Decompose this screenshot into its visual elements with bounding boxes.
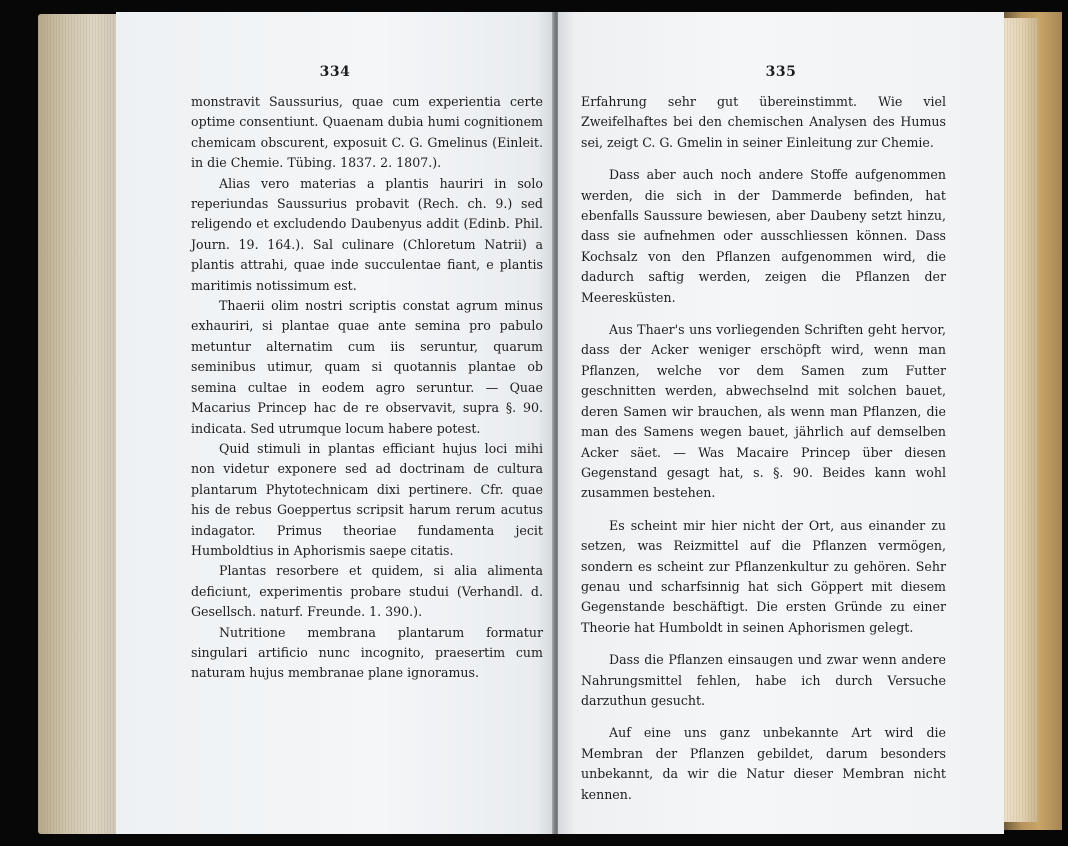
right-page-text	[581, 92, 946, 805]
paragraph: Alias vero materias a plantis hauriri in solo reperiundas Saussurius probavit (Rech. ch. 9.) sed religendo et excludendo Daubenyus addit (Edinb. Phil. Journ. 19. 164.). Sal culinare (Chloretum Natrii) a plantis attrahi, quae inde succulentae fiant, e plantis maritimis notissimum est.	[191, 175, 543, 293]
paragraph: Quid stimuli in plantas efficiant hujus loci mihi non videtur exponere sed ad doctrinam de cultura plantarum Phytotechnicam dixi pertinere. Cfr. quae his de rebus Goeppertus scripsit harum rerum acutus indagator. Primus theoriae fundamenta jecit Humboldtius in Aphorismis saepe citatis.	[191, 440, 543, 558]
left-page	[116, 12, 554, 834]
page-number: 334	[319, 64, 351, 80]
page-number: 335	[765, 64, 797, 80]
paragraph: Aus Thaer's uns vorliegenden Schriften geht hervor, dass der Acker weniger erschöpft wird, wenn man Pflanzen, welche vor dem Samen zum Futter geschnitten werden, abwechselnd mit solchen bauet, deren Samen wir brauchen, als wenn man Pflanzen, die man des Samens wegen bauet, jährlich auf demselben Acker säet. — Was Macaire Princep über diesen Gegenstand gesagt hat, s. §. 90. Beides kann wohl zusammen bestehen.	[581, 322, 946, 501]
book-page-edges-right	[998, 18, 1038, 822]
paragraph: monstravit Saussurius, quae cum experientia certe optime consentiunt. Quaenam dubia humi cognitionem chemicam obscurent, exposuit C. G. Gmelinus (Einleit. in die Chemie. Tübing. 1837. 2. 1807.).	[191, 94, 543, 171]
page-edge-lines	[38, 14, 118, 834]
paragraph: Nutritione membrana plantarum formatur singulari artificio nunc incognito, praesertim cum naturam hujus membranae plane ignoramus.	[191, 624, 543, 681]
book-page-edges-left	[38, 14, 118, 834]
paragraph: Auf eine uns ganz unbekannte Art wird die Membran der Pflanzen gebildet, darum besonders unbekannt, da wir die Natur dieser Membran nicht kennen.	[581, 725, 946, 802]
paragraph: Thaerii olim nostri scriptis constat agrum minus exhauriri, si plantae quae ante semina pro pabulo metuntur alternatim cum iis seruntur, quarum seminibus utimur, quam si quotannis plantae ob semina cultae in eodem agro seruntur. — Quae Macarius Princep hac de re observavit, supra §. 90. indicata. Sed utrumque locum habere potest.	[191, 298, 543, 436]
paragraph: Erfahrung sehr gut übereinstimmt. Wie viel Zweifelhaftes bei den chemischen Analysen des Humus sei, zeigt C. G. Gmelin in seiner Einleitung zur Chemie.	[581, 94, 946, 150]
paragraph: Dass aber auch noch andere Stoffe aufgenommen werden, die sich in der Dammerde befinden, hat ebenfalls Saussure bewiesen, aber Daubeny setzt hinzu, dass sie aufnehmen oder ausschliessen können. Dass Kochsalz von den Pflanzen aufgenommen wird, die dadurch saftig werden, zeigen die Pflanzen der Meeresküsten.	[581, 167, 946, 305]
paragraph: Plantas resorbere et quidem, si alia alimenta deficiunt, experimentis probare studui (Verhandl. d. Gesellsch. naturf. Freunde. 1. 390.).	[191, 563, 543, 620]
paragraph: Dass die Pflanzen einsaugen und zwar wenn andere Nahrungsmittel fehlen, habe ich durch Versuche darzuthun gesucht.	[581, 652, 946, 708]
right-page	[558, 12, 1004, 834]
page-edge-lines	[998, 18, 1038, 822]
left-page-text	[191, 92, 543, 684]
paragraph: Es scheint mir hier nicht der Ort, aus einander zu setzen, was Reizmittel auf die Pflanzen vermögen, sondern es scheint zur Pflanzenkultur zu gehören. Sehr genau und scharfsinnig hat sich Göppert mit diesem Gegenstande beschäftigt. Die ersten Gründe zu einer Theorie hat Humboldt in seinen Aphorismen gelegt.	[581, 517, 946, 635]
